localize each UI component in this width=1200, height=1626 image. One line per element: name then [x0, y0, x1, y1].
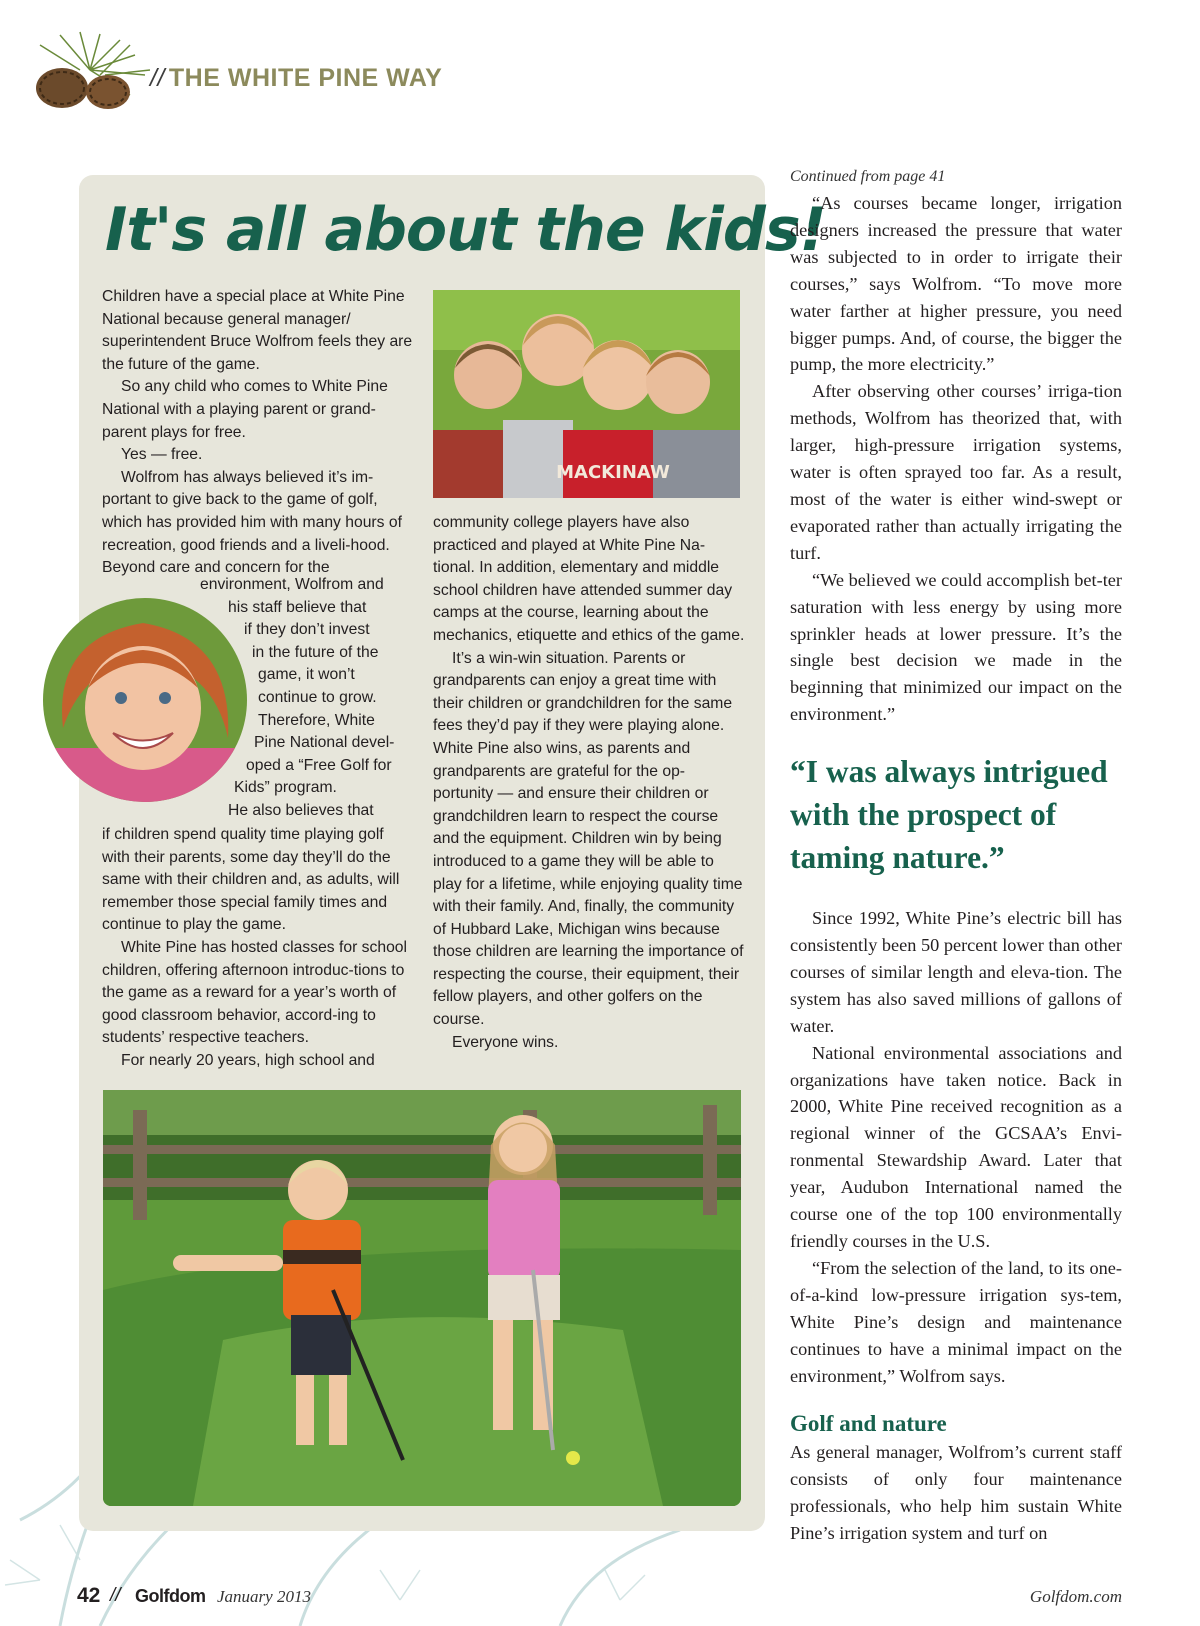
sidebar-paragraph: White Pine has hosted classes for school children, offering afternoon introduc-tions to the game as a reward for a year’s worth of good classroom behavior, accord-ing to students’ respective teachers.	[102, 938, 408, 1047]
pinecone-icon	[20, 30, 160, 120]
article-paragraph: As general manager, Wolfrom’s current staff consists of only four maintenance professionals, who help him sustain White Pine’s irrigation system and turf on	[790, 1442, 1122, 1544]
continued-note: Continued from page 41	[790, 168, 946, 185]
article-paragraph: “From the selection of the land, to its one-of-a-kind low-pressure irrigation sys-tem, White Pine’s design and maintenance continues to have a minimal impact on the environment,” Wolfrom says.	[790, 1257, 1122, 1386]
sidebar-title: It's all about the kids!	[105, 195, 826, 265]
section-header	[20, 30, 620, 120]
sidebar-paragraph: It’s a win-win situation. Parents or grandparents can enjoy a great time with their children or grandchildren for the same fees they’d pay if they were playing alone. White Pine also wins, as parents and grandparents are grateful for the op-portunity — and ensure their children or grandchildren learn to respect the course and the equipment. Children win by being introduced to a game they will be able to play for a lifetime, while enjoying quality time with their family. And, finally, the community of Hubbard Lake, Michigan wins because those children are learning the importance of respecting the course, their equipment, their fellow players, and other golfers on the course.	[433, 649, 744, 1029]
wrap-line: game, it won’t	[258, 666, 355, 684]
article-paragraph: Since 1992, White Pine’s electric bill has consistently been 50 percent lower than other courses of similar length and eleva-tion. The system has also saved millions of gallons of water.	[790, 908, 1122, 1036]
pull-quote: “I was always intrigued with the prospect of taming nature.”	[790, 754, 1108, 876]
article-body-1	[790, 190, 1122, 728]
sidebar-paragraph: Yes — free.	[121, 446, 203, 464]
page-footer	[77, 1584, 1122, 1626]
page-number: 42	[77, 1584, 101, 1607]
wrap-line: environment, Wolfrom and	[200, 576, 384, 593]
article-paragraph: “We believed we could accomplish bet-ter saturation with less energy by using more sprinkler heads at lower pressure. It’s the single best decision we made in the beginning that minimized our impact on the environment.”	[790, 569, 1122, 725]
article-paragraph: “As courses became longer, irrigation designers increased the pressure that water was subjected to in order to irrigate their courses,” says Wolfrom. “To move more water farther at higher pressure, you need bigger pumps. And, of course, the bigger the pump, the more electricity.”	[790, 193, 1122, 375]
article-paragraph: After observing other courses’ irriga-tion methods, Wolfrom has theorized that, with larger, high-pressure irrigation systems, water is often sprayed too far. As a result, most of the water is either wind-swept or evaporated rather than actually irrigating the turf.	[790, 381, 1122, 563]
main-article-column	[790, 168, 1122, 1547]
sidebar-paragraph: Wolfrom has always believed it’s im-portant to give back to the game of golf, which has provided him with many hours of recreation, good friends and a liveli-hood. Beyond care and concern for the	[102, 468, 402, 577]
wrap-line: Kids” program.	[234, 779, 337, 797]
sidebar-col1-top	[102, 286, 414, 580]
article-body-3	[790, 1439, 1122, 1547]
footer-separator: //	[110, 1585, 121, 1606]
sidebar-paragraph: if children spend quality time playing golf with their parents, some day they’ll do the same with their children and, as adults, will remember those special family times and continue to play the game.	[102, 826, 400, 934]
shirt-text: MACKINAW	[556, 462, 670, 483]
photo-four-boys	[433, 290, 740, 498]
photo-four-boys-image	[433, 290, 740, 498]
wrap-line: continue to grow.	[258, 688, 377, 706]
wrap-line: Therefore, White	[258, 711, 375, 729]
sidebar-paragraph: community college players have also practiced and played at White Pine Na-tional. In addition, elementary and middle school children have attended summer day camps at the course, learning about the mechanics, etiquette and ethics of the game.	[433, 514, 745, 644]
sidebar-paragraph: So any child who comes to White Pine National with a playing parent or grand-parent plays for free.	[102, 378, 388, 441]
article-body-2	[790, 905, 1122, 1389]
sidebar-col1-bottom	[102, 824, 414, 1073]
subhead-golf-and-nature: Golf and nature	[790, 1411, 947, 1437]
sidebar-paragraph: Children have a special place at White Pine National because general manager/ superintendent Bruce Wolfrom feels they are the future of the game.	[102, 288, 413, 373]
article-paragraph: National environmental associations and organizations have taken notice. Back in 2000, White Pine received recognition as a regional winner of the GCSAA’s Envi-ronmental Stewardship Award. Later that year, Audubon International named the course one of the top 100 environmentally friendly courses in the U.S.	[790, 1042, 1122, 1251]
wrap-line: his staff believe that	[228, 598, 367, 616]
magazine-name: Golfdom	[135, 1586, 206, 1606]
photo-kids-putting	[103, 1090, 741, 1506]
sidebar-paragraph: For nearly 20 years, high school and	[121, 1051, 375, 1069]
sidebar-col2	[433, 512, 745, 1054]
issue-date: January 2013	[217, 1587, 311, 1606]
wrap-line: oped a “Free Golf for	[246, 756, 392, 774]
website-url: Golfdom.com	[1029, 1587, 1122, 1606]
wrap-line: He also believes that	[228, 801, 374, 819]
section-slashes: //	[150, 64, 165, 92]
sidebar-paragraph: Everyone wins.	[452, 1033, 559, 1051]
section-label	[150, 64, 442, 93]
wrap-line: Pine National devel-	[254, 734, 395, 752]
photo-smiling-girl	[43, 598, 247, 802]
photo-kids-putting-image	[103, 1090, 741, 1506]
section-title: THE WHITE PINE WAY	[168, 64, 443, 92]
wrap-line: in the future of the	[252, 643, 379, 661]
wrap-line: if they don’t invest	[244, 621, 370, 639]
photo-smiling-girl-image	[43, 598, 247, 802]
